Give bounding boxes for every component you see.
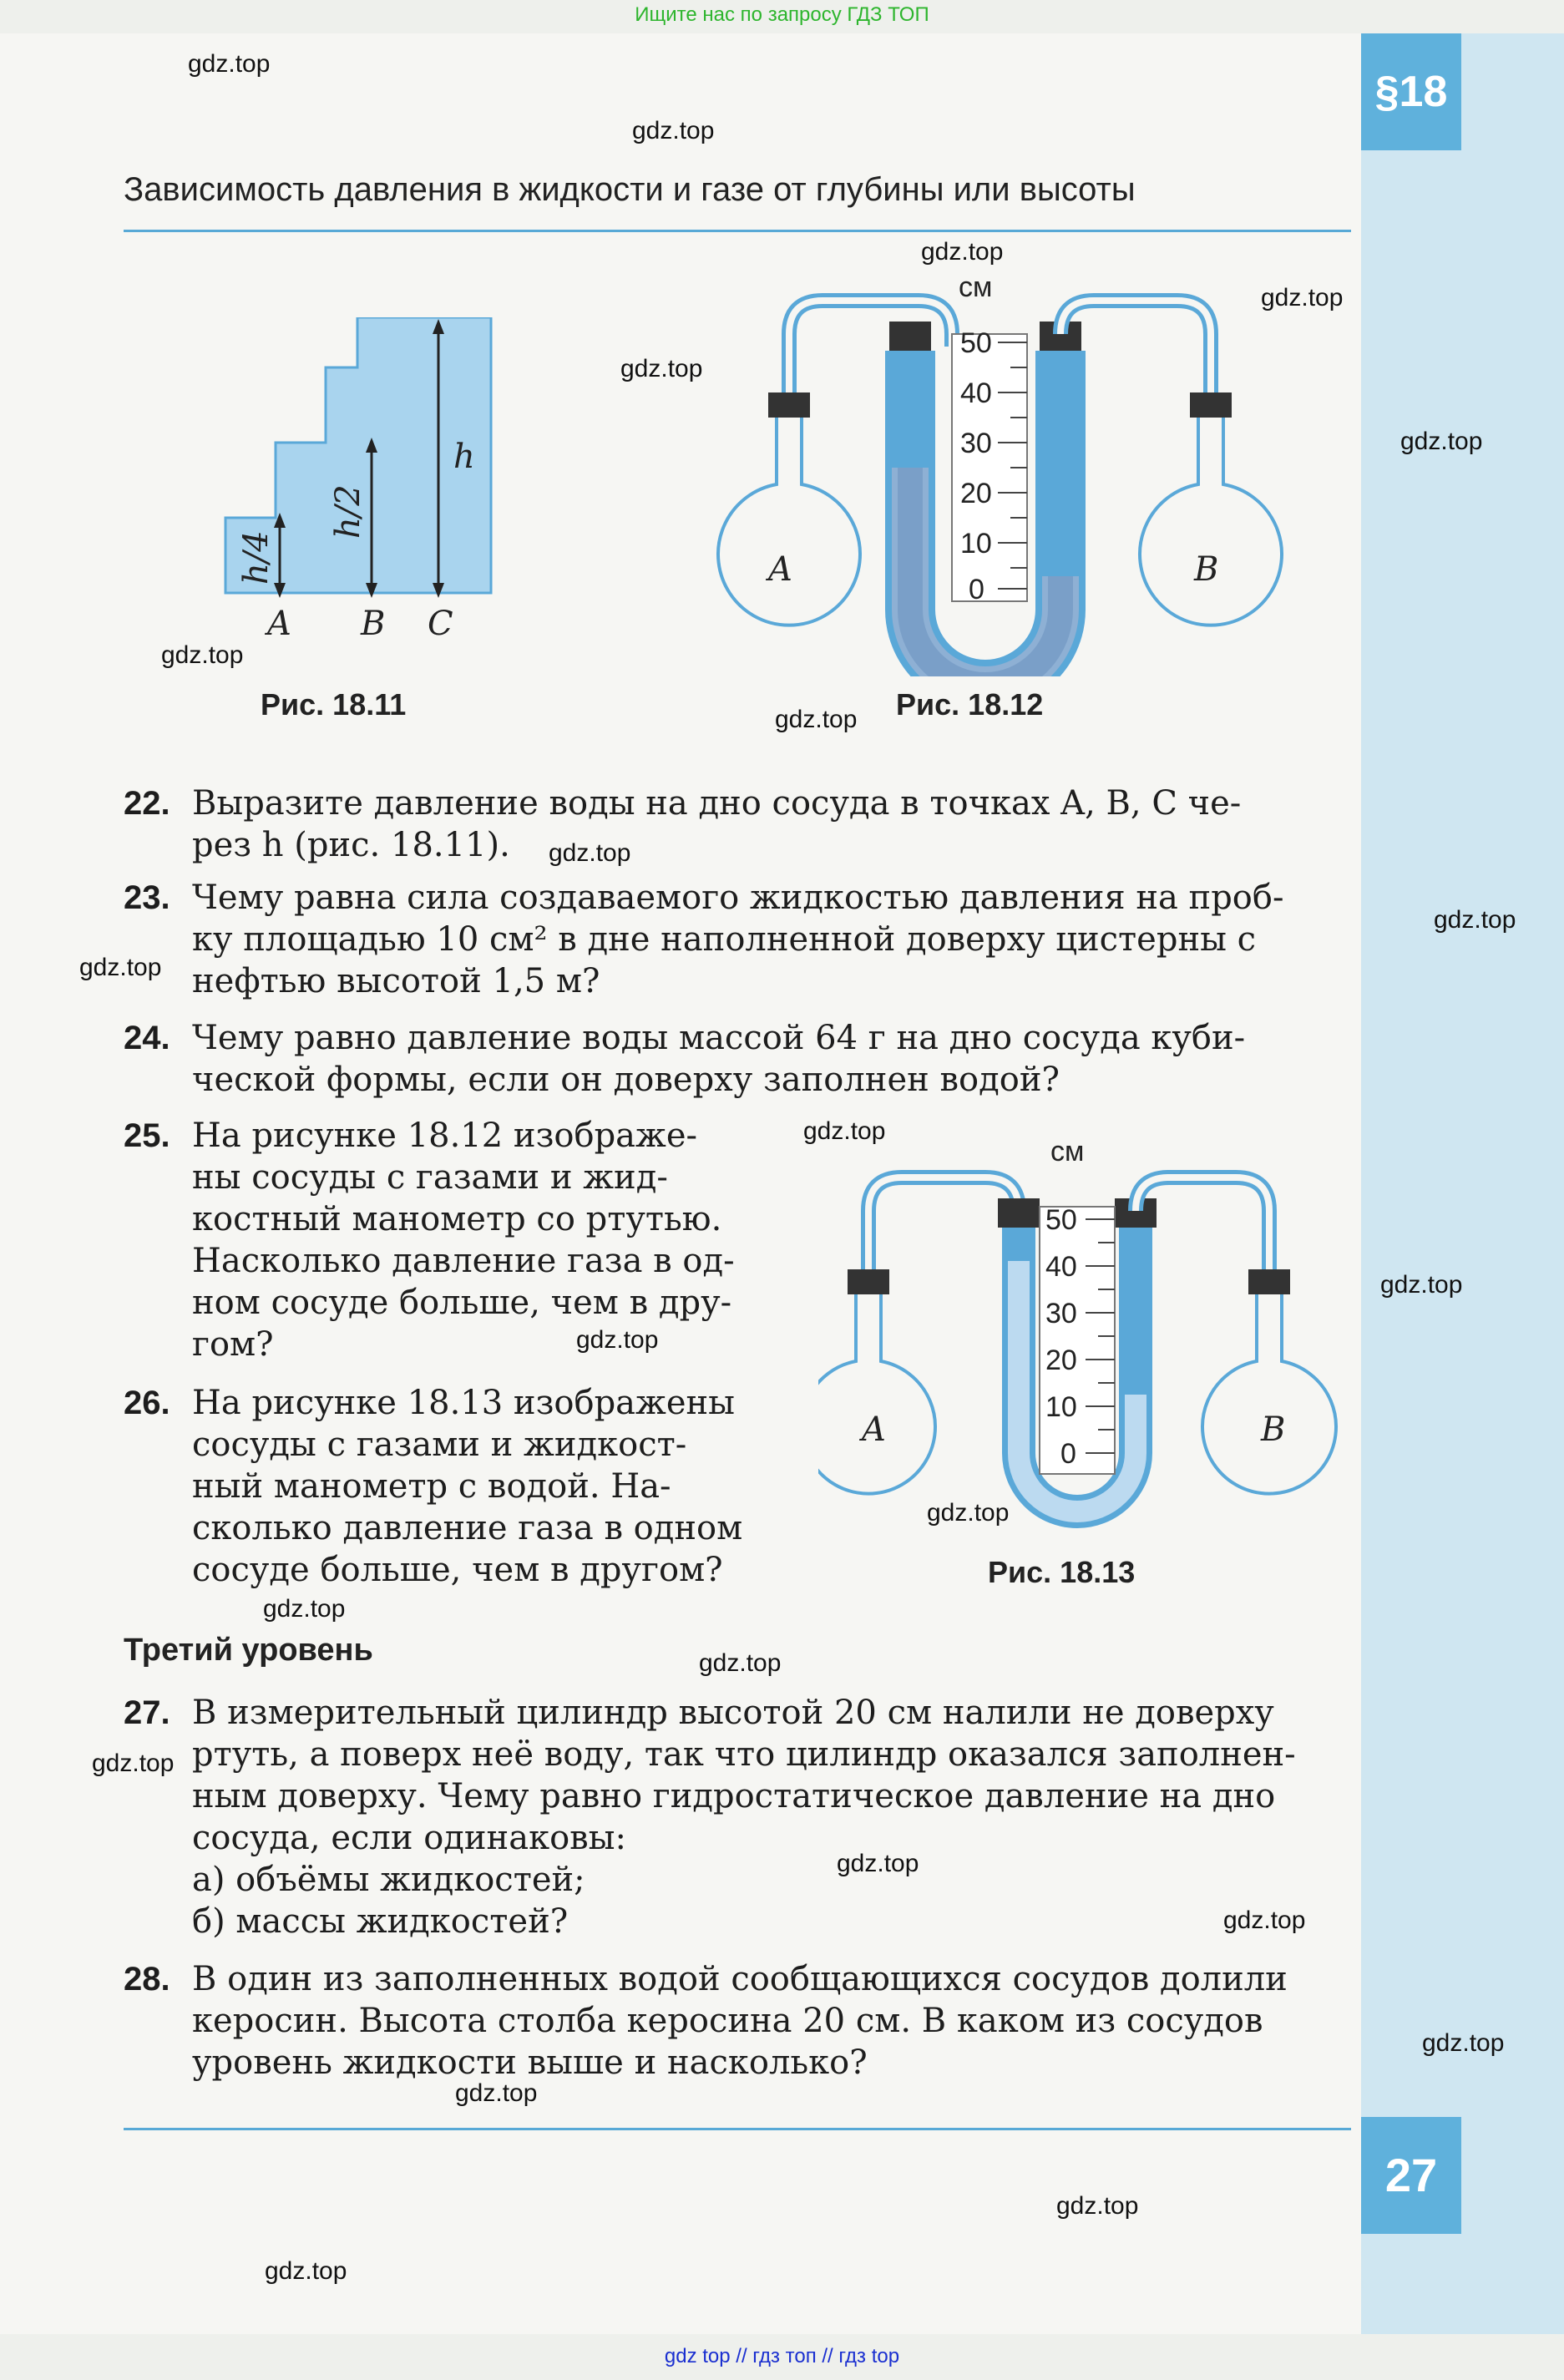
- task-line: рез h (рис. 18.11).: [192, 826, 510, 864]
- watermark: gdz.top: [1223, 1907, 1306, 1934]
- tick-30: 30: [960, 428, 992, 459]
- watermark: gdz.top: [1434, 906, 1516, 934]
- scale-unit: см: [1050, 1136, 1085, 1167]
- watermark: gdz.top: [549, 839, 631, 867]
- task-25: [124, 1115, 810, 1365]
- tick-0: 0: [1060, 1438, 1076, 1470]
- task-23: [124, 877, 1361, 1002]
- task-line: а) объёмы жидкостей;: [192, 1861, 585, 1899]
- vessel-A-label: A: [768, 550, 792, 589]
- task-number: 24.: [124, 1020, 170, 1056]
- task-line: б) массы жидкостей?: [192, 1902, 569, 1941]
- tick-40: 40: [960, 377, 992, 409]
- tick-40: 40: [1045, 1251, 1077, 1283]
- label-B: B: [361, 605, 386, 643]
- watermark: gdz.top: [161, 641, 244, 669]
- label-A: A: [267, 605, 291, 643]
- label-h: h: [453, 438, 475, 476]
- tick-10: 10: [1045, 1391, 1077, 1423]
- task-28: [124, 1958, 1361, 2084]
- tick-50: 50: [1045, 1204, 1077, 1236]
- task-line: костный манометр со ртутью.: [192, 1200, 722, 1238]
- stopper-u-left: [998, 1198, 1040, 1228]
- task-line: нефтью высотой 1,5 м?: [192, 962, 600, 1000]
- footer-rule: [124, 2128, 1351, 2130]
- task-number: 28.: [124, 1961, 170, 1998]
- bottom-links[interactable]: gdz top // гдз топ // гдз top: [664, 2345, 900, 2367]
- task-line: ческой формы, если он доверху заполнен водой?: [192, 1061, 1060, 1099]
- task-line: ным доверху. Чему равно гидростатическое давление на дно: [192, 1777, 1276, 1815]
- watermark: gdz.top: [188, 50, 271, 78]
- task-line: Чему равна сила создаваемого жидкостью давления на проб-: [192, 879, 1284, 917]
- task-line: ртуть, а поверх неё воду, так что цилиндр оказался заполнен-: [192, 1735, 1296, 1774]
- watermark: gdz.top: [632, 117, 715, 144]
- vessel-B-label: B: [1194, 550, 1219, 589]
- figure-18-13: [818, 1136, 1361, 1570]
- task-22: [124, 782, 1361, 866]
- task-line: На рисунке 18.13 изображены: [192, 1384, 735, 1422]
- task-line: На рисунке 18.12 изображе-: [192, 1117, 697, 1155]
- task-line: ку площадью 10 см² в дне наполненной доверху цистерны с: [192, 920, 1257, 959]
- stopper-right: [1190, 392, 1232, 418]
- label-h4: h/4: [237, 530, 276, 585]
- bulb-B: [1140, 418, 1282, 625]
- task-number: 26.: [124, 1385, 170, 1421]
- task-26: [124, 1382, 810, 1591]
- tick-0: 0: [969, 574, 984, 605]
- task-line: ный манометр с водой. На-: [192, 1467, 671, 1506]
- watermark: gdz.top: [803, 1117, 886, 1145]
- watermark: gdz.top: [1400, 428, 1483, 455]
- task-line: сосуде больше, чем в другом?: [192, 1551, 723, 1589]
- task-line: В измерительный цилиндр высотой 20 см налили не доверху: [192, 1694, 1274, 1732]
- caption-18-13: Рис. 18.13: [988, 1555, 1136, 1589]
- task-line: керосин. Высота столба керосина 20 см. В каком из сосудов: [192, 2002, 1263, 2040]
- task-number: 27.: [124, 1694, 170, 1731]
- bulb-A: [718, 418, 860, 625]
- figure-18-12: [710, 276, 1378, 676]
- side-band: [1361, 33, 1564, 2334]
- watermark: gdz.top: [699, 1649, 782, 1677]
- stopper-right: [1248, 1269, 1290, 1294]
- bulb-A: [818, 1294, 935, 1494]
- watermark: gdz.top: [265, 2257, 347, 2285]
- watermark: gdz.top: [1261, 284, 1344, 311]
- task-line: уровень жидкости выше и насколько?: [192, 2043, 868, 2082]
- scale-panel: [1040, 1207, 1115, 1474]
- tick-20: 20: [1045, 1344, 1077, 1376]
- tick-20: 20: [960, 478, 992, 509]
- watermark: gdz.top: [837, 1850, 919, 1877]
- watermark: gdz.top: [921, 238, 1004, 266]
- label-C: C: [428, 605, 453, 643]
- watermark: gdz.top: [1422, 2029, 1505, 2057]
- header-rule: [124, 230, 1351, 232]
- tube-left: [868, 1177, 1019, 1269]
- watermark: gdz.top: [1056, 2192, 1139, 2220]
- task-line: ны сосуды с газами и жид-: [192, 1158, 668, 1197]
- vessel-A-label: A: [862, 1410, 886, 1449]
- vessel-B-label: B: [1261, 1410, 1286, 1449]
- task-line: ном сосуде больше, чем в дру-: [192, 1284, 732, 1322]
- stopper-left: [768, 392, 810, 418]
- task-line: Насколько давление газа в од-: [192, 1242, 735, 1280]
- task-number: 23.: [124, 879, 170, 916]
- top-search-link[interactable]: Ищите нас по запросу ГДЗ ТОП: [635, 3, 929, 26]
- figure-18-11: [217, 317, 518, 651]
- watermark: gdz.top: [455, 2079, 538, 2107]
- tick-50: 50: [960, 327, 992, 359]
- task-line: сосуда, если одинаковы:: [192, 1819, 626, 1857]
- task-number: 22.: [124, 785, 170, 822]
- watermark: gdz.top: [927, 1499, 1010, 1527]
- caption-18-11: Рис. 18.11: [261, 687, 407, 722]
- watermark: gdz.top: [92, 1750, 175, 1777]
- tick-10: 10: [960, 528, 992, 560]
- bulb-B: [1202, 1294, 1336, 1494]
- watermark: gdz.top: [263, 1595, 346, 1623]
- task-line: Чему равно давление воды массой 64 г на дно сосуда куби-: [192, 1019, 1246, 1057]
- task-line: сколько давление газа в одном: [192, 1509, 743, 1547]
- task-line: В один из заполненных водой сообщающихся сосудов долили: [192, 1960, 1288, 1998]
- page-number: 27: [1361, 2117, 1461, 2234]
- caption-18-12: Рис. 18.12: [896, 687, 1044, 722]
- page-header: Зависимость давления в жидкости и газе от глубины или высоты: [124, 171, 1136, 208]
- task-line: Выразите давление воды на дно сосуда в точках A, B, C че-: [192, 784, 1242, 823]
- watermark: gdz.top: [620, 355, 703, 382]
- task-line: гом?: [192, 1325, 274, 1364]
- label-h2: h/2: [329, 484, 367, 539]
- task-line: сосуды с газами и жидкост-: [192, 1425, 687, 1464]
- task-number: 25.: [124, 1117, 170, 1154]
- task-24: [124, 1017, 1361, 1101]
- tick-30: 30: [1045, 1298, 1077, 1329]
- tube-left-inner: [868, 1177, 1019, 1269]
- watermark: gdz.top: [576, 1326, 659, 1354]
- scale-unit: см: [959, 276, 993, 303]
- stopper-left: [848, 1269, 889, 1294]
- section-tab: §18: [1361, 33, 1461, 150]
- watermark: gdz.top: [1380, 1271, 1463, 1299]
- stopper-u-left: [889, 322, 931, 351]
- watermark: gdz.top: [79, 954, 162, 981]
- watermark: gdz.top: [775, 706, 858, 733]
- level-heading: Третий уровень: [124, 1633, 373, 1668]
